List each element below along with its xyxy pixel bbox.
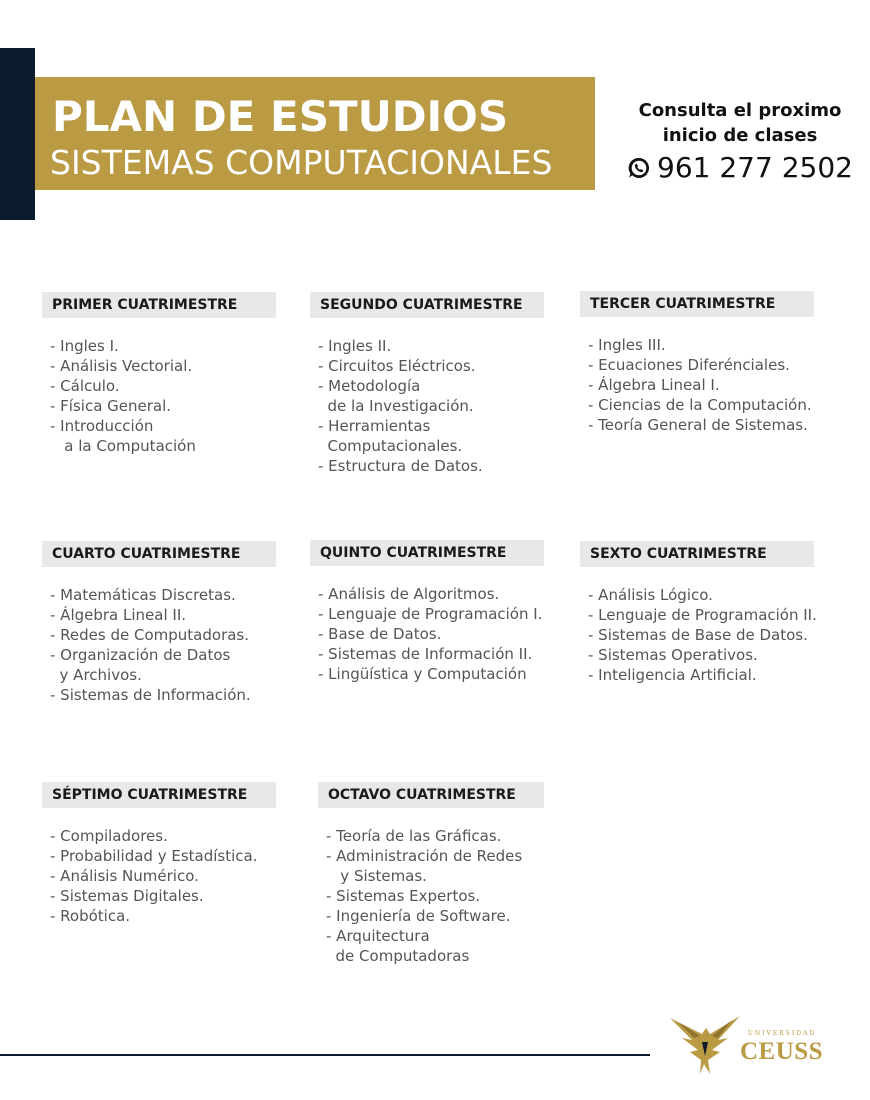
- subject-item: - Ingles I.: [50, 337, 119, 355]
- cuatrimestre-block-4: [42, 541, 282, 705]
- subject-item: - Metodología: [318, 377, 421, 395]
- block-header: SÉPTIMO CUATRIMESTRE: [42, 782, 276, 808]
- subject-list: [310, 584, 550, 684]
- subject-item: - Análisis Numérico.: [50, 867, 199, 885]
- logo-name: CEUSS: [740, 1038, 824, 1065]
- subject-item: - Herramientas: [318, 417, 431, 435]
- subject-list: [580, 585, 820, 685]
- subject-item: - Sistemas Expertos.: [326, 887, 481, 905]
- eagle-emblem-icon: [668, 1012, 742, 1076]
- subject-item: - Análisis Lógico.: [588, 586, 713, 604]
- subject-list: [42, 585, 282, 705]
- block-header: CUARTO CUATRIMESTRE: [42, 541, 276, 567]
- subject-item: - Teoría General de Sistemas.: [588, 416, 808, 434]
- subject-list: [42, 826, 282, 926]
- subject-item: - Sistemas Digitales.: [50, 887, 204, 905]
- footer-divider: [0, 1054, 650, 1056]
- cuatrimestre-block-3: [580, 291, 820, 435]
- subject-item: - Análisis Vectorial.: [50, 357, 193, 375]
- subject-item: - Organización de Datos: [50, 646, 231, 664]
- subject-item: - Ingeniería de Software.: [326, 907, 511, 925]
- block-header: OCTAVO CUATRIMESTRE: [318, 782, 544, 808]
- subject-item: - Estructura de Datos.: [318, 457, 483, 475]
- contact-line-1: Consulta el proximo: [638, 100, 842, 121]
- block-header: SEGUNDO CUATRIMESTRE: [310, 292, 544, 318]
- subject-item: - Sistemas de Base de Datos.: [588, 626, 808, 644]
- subject-item: - Álgebra Lineal II.: [50, 606, 187, 624]
- subject-item: - Probabilidad y Estadística.: [50, 847, 258, 865]
- whatsapp-icon: [627, 156, 651, 180]
- cuatrimestre-block-2: [310, 292, 550, 476]
- subject-item: Computacionales.: [318, 437, 463, 455]
- subject-item: y Sistemas.: [326, 867, 427, 885]
- block-header: TERCER CUATRIMESTRE: [580, 291, 814, 317]
- subject-item: - Ecuaciones Diferénciales.: [588, 356, 790, 374]
- logo-top-text: UNIVERSIDAD: [747, 1030, 817, 1037]
- subject-item: - Sistemas Operativos.: [588, 646, 758, 664]
- block-header: SEXTO CUATRIMESTRE: [580, 541, 814, 567]
- subject-list: [580, 335, 820, 435]
- subject-item: - Ingles II.: [318, 337, 392, 355]
- subject-item: - Robótica.: [50, 907, 131, 925]
- cuatrimestre-block-8: [318, 782, 558, 966]
- subject-item: - Física General.: [50, 397, 172, 415]
- subject-item: - Cálculo.: [50, 377, 120, 395]
- subject-item: - Álgebra Lineal I.: [588, 376, 720, 394]
- subject-item: - Compiladores.: [50, 827, 168, 845]
- subject-item: - Análisis de Algoritmos.: [318, 585, 500, 603]
- subject-item: - Matemáticas Discretas.: [50, 586, 236, 604]
- contact-line-2: inicio de clases: [662, 125, 818, 146]
- subject-item: - Arquitectura: [326, 927, 430, 945]
- navy-accent-bar: [0, 48, 35, 220]
- subject-item: - Introducción: [50, 417, 154, 435]
- page-subtitle: SISTEMAS COMPUTACIONALES: [50, 143, 553, 182]
- subject-item: y Archivos.: [50, 666, 142, 684]
- cuatrimestre-block-7: [42, 782, 282, 926]
- phone-row[interactable]: [615, 151, 865, 184]
- subject-list: [318, 826, 558, 966]
- subject-item: de la Investigación.: [318, 397, 474, 415]
- subject-list: [310, 336, 550, 476]
- subject-list: [42, 336, 282, 456]
- cuatrimestre-block-6: [580, 541, 820, 685]
- subject-item: - Base de Datos.: [318, 625, 442, 643]
- subject-item: - Inteligencia Artificial.: [588, 666, 757, 684]
- ceuss-logo: [668, 1012, 833, 1076]
- subject-item: - Lenguaje de Programación II.: [588, 606, 817, 624]
- subject-item: - Redes de Computadoras.: [50, 626, 250, 644]
- subject-item: - Sistemas de Información.: [50, 686, 251, 704]
- subject-item: - Circuitos Eléctricos.: [318, 357, 476, 375]
- subject-item: de Computadoras: [326, 947, 470, 965]
- subject-item: - Lingüística y Computación: [318, 665, 527, 683]
- subject-item: - Ciencias de la Computación.: [588, 396, 812, 414]
- subject-item: a la Computación: [50, 437, 196, 455]
- phone-number[interactable]: 961 277 2502: [657, 151, 853, 184]
- page-title: PLAN DE ESTUDIOS: [52, 92, 509, 141]
- subject-item: - Ingles III.: [588, 336, 666, 354]
- block-header: PRIMER CUATRIMESTRE: [42, 292, 276, 318]
- cuatrimestre-block-1: [42, 292, 282, 456]
- subject-item: - Administración de Redes: [326, 847, 523, 865]
- subject-item: - Sistemas de Información II.: [318, 645, 533, 663]
- subject-item: - Lenguaje de Programación I.: [318, 605, 543, 623]
- contact-info: [615, 98, 865, 184]
- subject-item: - Teoría de las Gráficas.: [326, 827, 502, 845]
- cuatrimestre-block-5: [310, 540, 550, 684]
- block-header: QUINTO CUATRIMESTRE: [310, 540, 544, 566]
